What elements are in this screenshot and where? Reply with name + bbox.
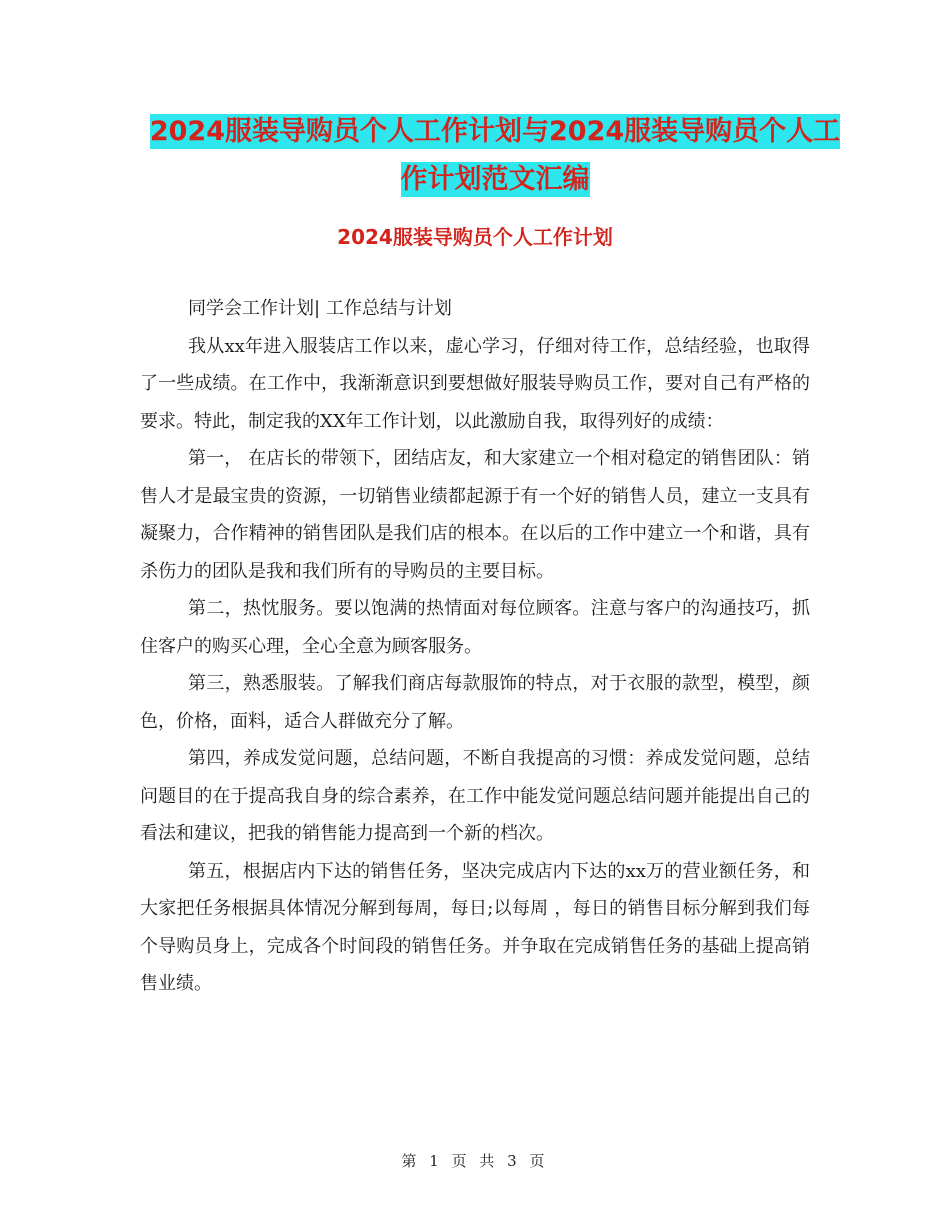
document-title [140, 108, 850, 204]
document-body [140, 290, 810, 1003]
paragraph: 第三，熟悉服装。了解我们商店每款服饰的特点，对于衣服的款型，模型，颜色，价格，面料，适合人群做充分了解。 [140, 673, 810, 732]
paragraph: 第五，根据店内下达的销售任务，坚决完成店内下达的xx万的营业额任务，和大家把任务根据具体情况分解到每周，每日;以每周 ，每日的销售目标分解到我们每个导购员身上，完成各个时间段的销售任务。并争取在完成销售任务的基础上提高销售业绩。 [140, 860, 810, 994]
paragraph: 我从xx年进入服装店工作以来，虚心学习，仔细对待工作，总结经验，也取得了一些成绩。在工作中，我渐渐意识到要想做好服装导购员工作，要对自己有严格的要求。特此，制定我的XX年工作计划，以此激励自我，取得列好的成绩： [140, 335, 810, 432]
paragraph-intro-line: 同学会工作计划| 工作总结与计划 [188, 298, 452, 319]
section-title: 2024服装导购员个人工作计划 [337, 225, 613, 249]
page-footer: 第 1 页 共 3 页 [401, 1152, 549, 1170]
document-title-text: 2024服装导购员个人工作计划与2024服装导购员个人工作计划范文汇编 [149, 116, 841, 195]
paragraph: 第二，热忱服务。要以饱满的热情面对每位顾客。注意与客户的沟通技巧，抓住客户的购买心理，全心全意为顾客服务。 [140, 598, 810, 657]
paragraph: 第一， 在店长的带领下，团结店友，和大家建立一个相对稳定的销售团队：销售人才是最宝贵的资源，一切销售业绩都起源于有一个好的销售人员，建立一支具有凝聚力，合作精神的销售团队是我们店的根本。在以后的工作中建立一个和谐，具有杀伤力的团队是我和我们所有的导购员的主要目标。 [140, 448, 810, 582]
paragraph: 第四，养成发觉问题，总结问题，不断自我提高的习惯：养成发觉问题，总结问题目的在于提高我自身的综合素养，在工作中能发觉问题总结问题并能提出自己的看法和建议，把我的销售能力提高到一个新的档次。 [140, 748, 810, 844]
